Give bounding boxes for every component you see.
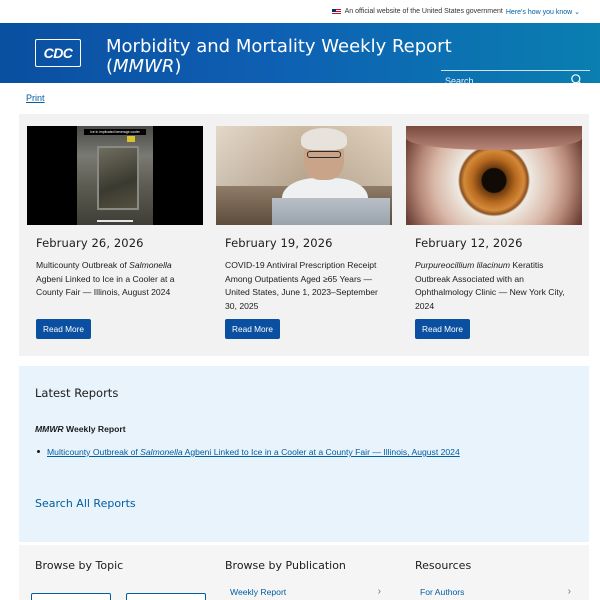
read-more-button[interactable]: Read More	[415, 319, 470, 339]
card-description[interactable]: Multicounty Outbreak of Salmonella Agbeni Linked to Ice in a Cooler at a County Fair — Illinois, August 2024	[36, 260, 175, 298]
site-header	[0, 23, 600, 83]
browse-section	[19, 545, 589, 600]
card-date: February 19, 2026	[225, 236, 333, 250]
latest-reports-heading: Latest Reports	[35, 386, 119, 400]
latest-reports	[19, 366, 589, 542]
featured-card	[27, 126, 203, 334]
clinician-image[interactable]	[216, 126, 392, 225]
card-description[interactable]: COVID-19 Antiviral Prescription Receipt Among Outpatients Aged ≥65 Years — United States, June 1, 2023–September 30, 2025	[225, 260, 378, 312]
topic-button[interactable]	[126, 593, 206, 600]
resources-heading: Resources	[415, 559, 472, 572]
page-title: Morbidity and Mortality Weekly Report (MMWR)	[106, 36, 452, 77]
image-laptop	[272, 198, 390, 225]
image-caption: Ice in implicated beverage cooler	[84, 129, 146, 135]
featured-card	[406, 126, 582, 334]
card-date: February 26, 2026	[36, 236, 144, 250]
card-date: February 12, 2026	[415, 236, 523, 250]
read-more-button[interactable]: Read More	[225, 319, 280, 339]
read-more-button[interactable]: Read More	[36, 319, 91, 339]
browse-publication-heading: Browse by Publication	[225, 559, 346, 572]
search-all-reports-link[interactable]: Search All Reports	[35, 497, 136, 510]
image-detail	[127, 136, 135, 142]
topic-button[interactable]	[31, 593, 111, 600]
latest-reports-list	[37, 447, 460, 457]
card-description[interactable]: Purpureocillium lilacinum Keratitis Outbreak Associated with an Ophthalmology Clinic — New York City, 2024	[415, 260, 565, 312]
weekly-report-subheading: MMWR Weekly Report	[35, 424, 126, 434]
featured-reports	[19, 114, 589, 356]
image-eyelid	[406, 126, 582, 150]
us-flag-icon	[332, 9, 341, 15]
resources-link[interactable]: For Authors ›	[420, 586, 571, 597]
title-abbr: MMWR	[113, 56, 175, 77]
gov-banner-text: An official website of the United States government	[344, 8, 503, 15]
publication-link[interactable]: Weekly Report ›	[230, 586, 381, 597]
print-link[interactable]: Print	[26, 93, 45, 103]
search-input[interactable]	[445, 73, 565, 89]
featured-card	[216, 126, 392, 334]
image-figure-hair	[301, 128, 347, 150]
browse-topic-heading: Browse by Topic	[35, 559, 124, 572]
cooler-shape	[77, 126, 153, 225]
chevron-right-icon: ›	[567, 586, 571, 597]
search-icon[interactable]	[570, 73, 584, 87]
image-figure-glasses	[307, 151, 341, 158]
cooler-ice-image[interactable]	[27, 126, 203, 225]
video-progress-bar	[97, 220, 133, 222]
list-item[interactable]: Multicounty Outbreak of Salmonella Agbeni Linked to Ice in a Cooler at a County Fair — Illinois, August 2024	[37, 447, 460, 457]
chevron-right-icon: ›	[377, 586, 381, 597]
cdc-logo[interactable]: CDC	[35, 39, 81, 67]
title-text: Morbidity and Mortality Weekly Report	[106, 36, 452, 57]
heres-how-you-know-link[interactable]: Here's how you know ⌄	[505, 8, 580, 16]
eye-image[interactable]	[406, 126, 582, 225]
search-underline	[441, 70, 590, 71]
gov-banner	[0, 0, 600, 23]
